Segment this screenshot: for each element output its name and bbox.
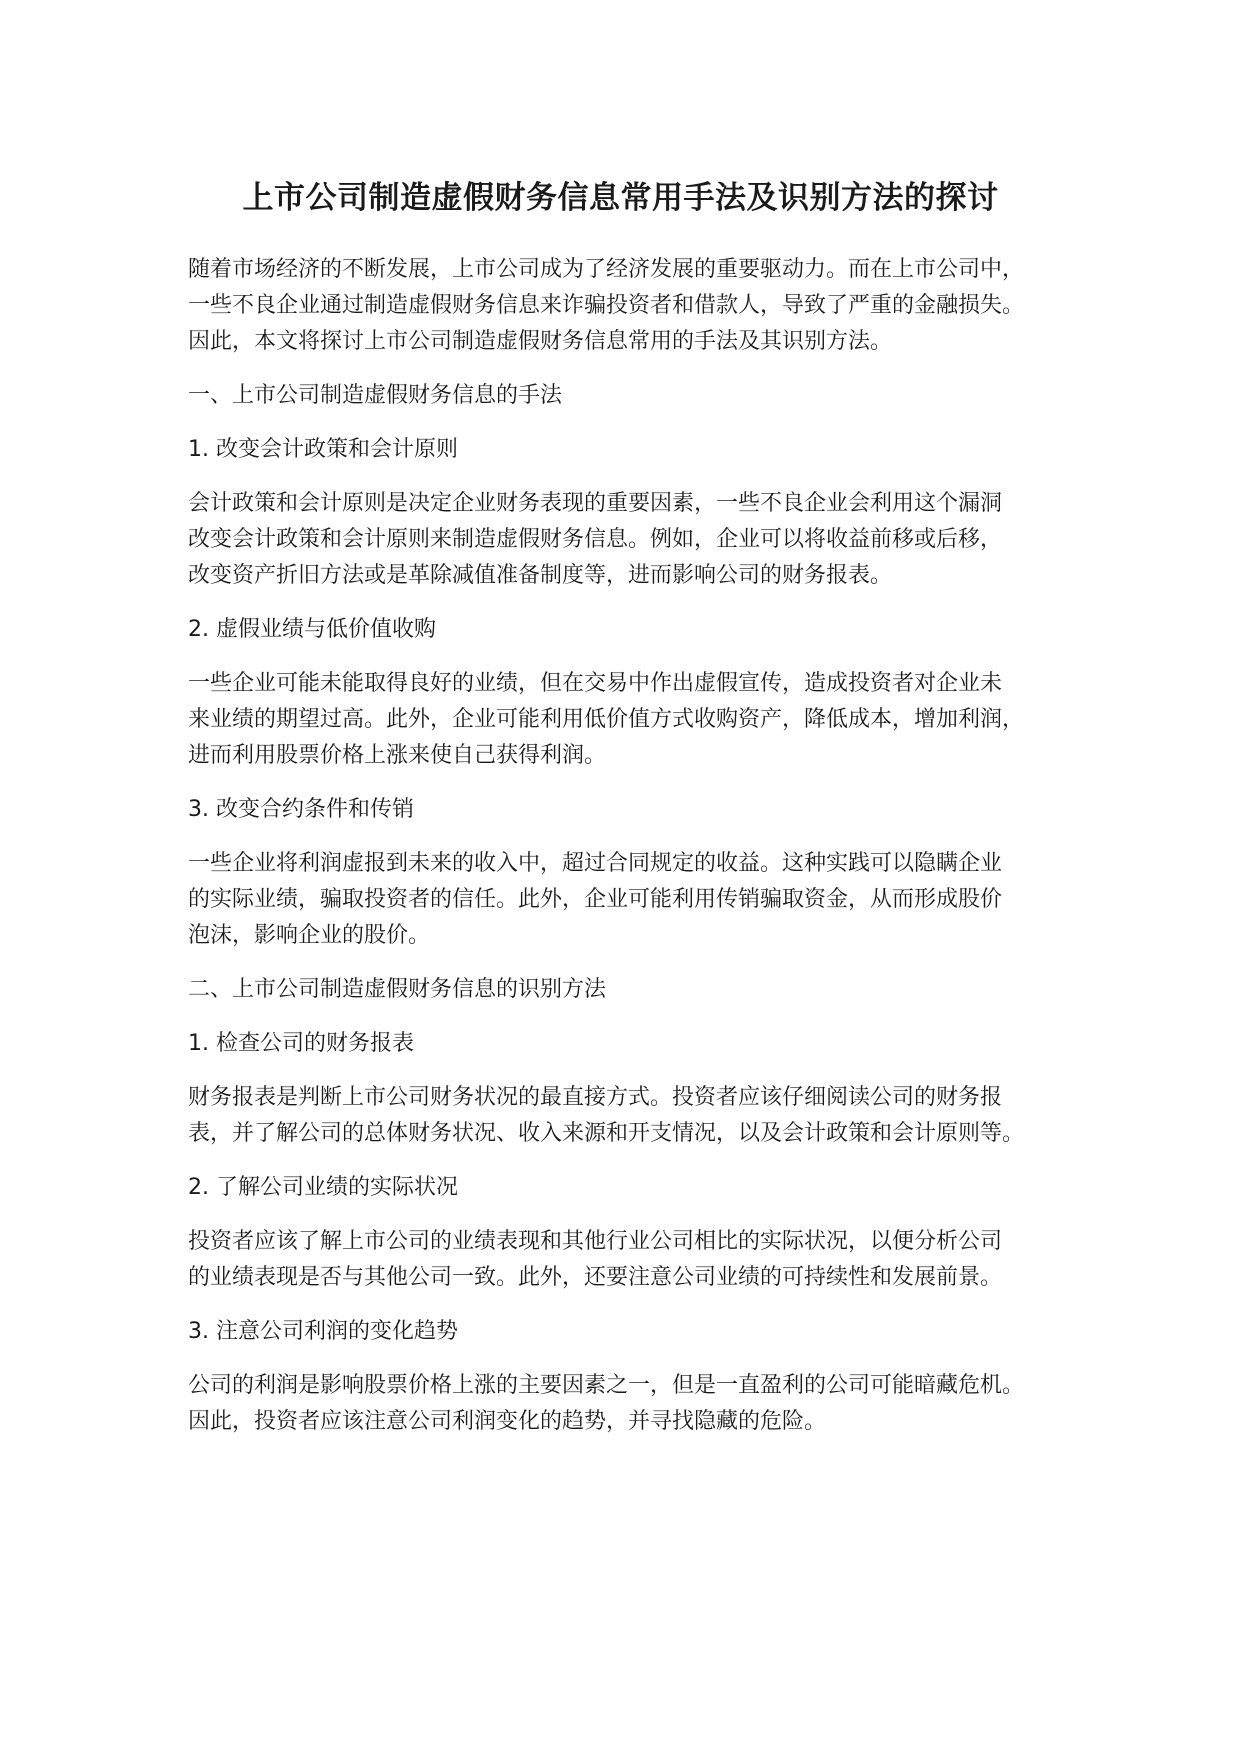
paragraph-line: 的业绩表现是否与其他公司一致。此外，还要注意公司业绩的可持续性和发展前景。	[188, 1265, 1003, 1290]
intro-line: 随着市场经济的不断发展，上市公司成为了经济发展的重要驱动力。而在上市公司中，	[188, 257, 1025, 282]
subsection-heading: 2. 虚假业绩与低价值收购	[188, 617, 436, 642]
paragraph-line: 财务报表是判断上市公司财务状况的最直接方式。投资者应该仔细阅读公司的财务报	[188, 1085, 1003, 1110]
section-heading: 二、上市公司制造虚假财务信息的识别方法	[188, 977, 607, 1002]
document-title: 上市公司制造虚假财务信息常用手法及识别方法的探讨	[242, 180, 999, 216]
paragraph-line: 改变会计政策和会计原则来制造虚假财务信息。例如，企业可以将收益前移或后移，	[188, 527, 1003, 552]
paragraph-line: 的实际业绩，骗取投资者的信任。此外，企业可能利用传销骗取资金，从而形成股价	[188, 887, 1003, 912]
subsection-heading: 3. 改变合约条件和传销	[188, 797, 414, 822]
paragraph-line: 泡沫，影响企业的股价。	[188, 923, 431, 948]
paragraph-line: 公司的利润是影响股票价格上涨的主要因素之一，但是一直盈利的公司可能暗藏危机。	[188, 1373, 1025, 1398]
subsection-heading: 1. 改变会计政策和会计原则	[188, 437, 458, 462]
section-heading: 一、上市公司制造虚假财务信息的手法	[188, 383, 563, 408]
paragraph-line: 改变资产折旧方法或是革除减值准备制度等，进而影响公司的财务报表。	[188, 563, 893, 588]
subsection-heading: 3. 注意公司利润的变化趋势	[188, 1319, 458, 1344]
paragraph-line: 进而利用股票价格上涨来使自己获得利润。	[188, 743, 607, 768]
paragraph-line: 来业绩的期望过高。此外，企业可能利用低价值方式收购资产，降低成本，增加利润，	[188, 707, 1025, 732]
paragraph-line: 会计政策和会计原则是决定企业财务表现的重要因素，一些不良企业会利用这个漏洞	[188, 491, 1003, 516]
paragraph-line: 一些企业将利润虚报到未来的收入中，超过合同规定的收益。这种实践可以隐瞒企业	[188, 851, 1003, 876]
paragraph-line: 因此，投资者应该注意公司利润变化的趋势，并寻找隐藏的危险。	[188, 1409, 827, 1434]
paragraph-line: 一些企业可能未能取得良好的业绩，但在交易中作出虚假宣传，造成投资者对企业未	[188, 671, 1003, 696]
paragraph-line: 投资者应该了解上市公司的业绩表现和其他行业公司相比的实际状况，以便分析公司	[188, 1229, 1003, 1254]
intro-line: 一些不良企业通过制造虚假财务信息来诈骗投资者和借款人，导致了严重的金融损失。	[188, 293, 1025, 318]
subsection-heading: 2. 了解公司业绩的实际状况	[188, 1175, 458, 1200]
subsection-heading: 1. 检查公司的财务报表	[188, 1031, 414, 1056]
intro-line: 因此，本文将探讨上市公司制造虚假财务信息常用的手法及其识别方法。	[188, 329, 893, 354]
paragraph-line: 表，并了解公司的总体财务状况、收入来源和开支情况，以及会计政策和会计原则等。	[188, 1121, 1025, 1146]
